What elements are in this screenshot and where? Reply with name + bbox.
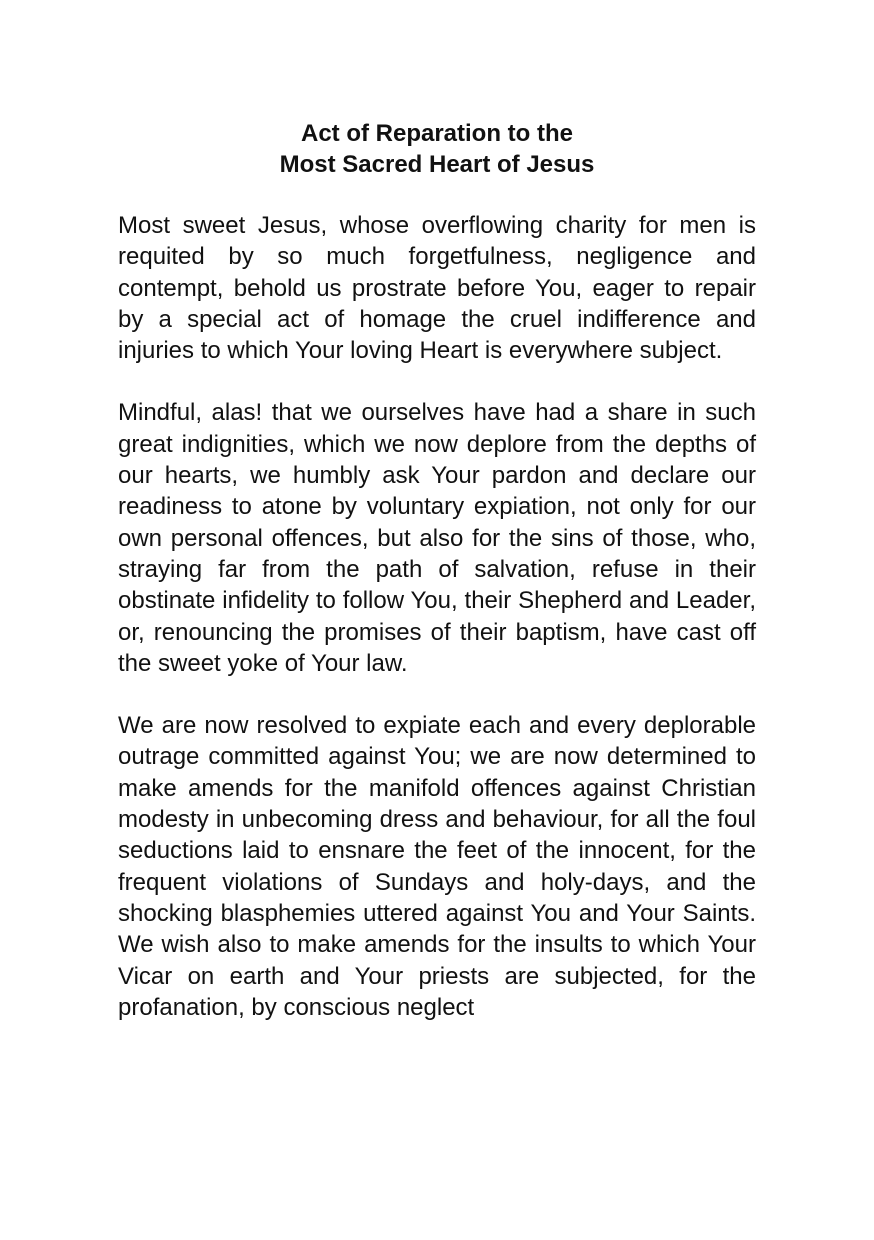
title-line-2: Most Sacred Heart of Jesus	[279, 151, 595, 178]
paragraph-3: We are now resolved to expiate each and every deplorable outrage committed against You; we are now determined to make amends for the manifold offences against Christian modesty in unbecoming dress and behaviour, for all the foul seductions laid to ensnare the feet of the innocent, for the frequent violations of Sundays and holy-days, and the shocking blasphemies uttered against You and Your Saints. We wish also to make amends for the insults to which Your Vicar on earth and Your priests are subjected, for the profanation, by conscious neglect	[118, 712, 756, 1021]
title-line-1: Act of Reparation to the	[300, 120, 573, 147]
paragraph-2: Mindful, alas! that we ourselves have had a share in such great indignities, which we now deplore from the depths of our hearts, we humbly ask Your pardon and declare our readiness to atone by voluntary expiation, not only for our own personal offences, but also for the sins of those, who, straying far from the path of salvation, refuse in their obstinate infidelity to follow You, their Shepherd and Leader, or, renouncing the promises of their baptism, have cast off the sweet yoke of Your law.	[118, 399, 756, 677]
paragraph-1: Most sweet Jesus, whose overflowing charity for men is requited by so much forgetfulness, negligence and contempt, behold us prostrate before You, eager to repair by a special act of homage the cruel indifference and injuries to which Your loving Heart is everywhere subject.	[118, 212, 756, 365]
document-title	[118, 118, 756, 180]
document-page	[118, 118, 756, 1054]
